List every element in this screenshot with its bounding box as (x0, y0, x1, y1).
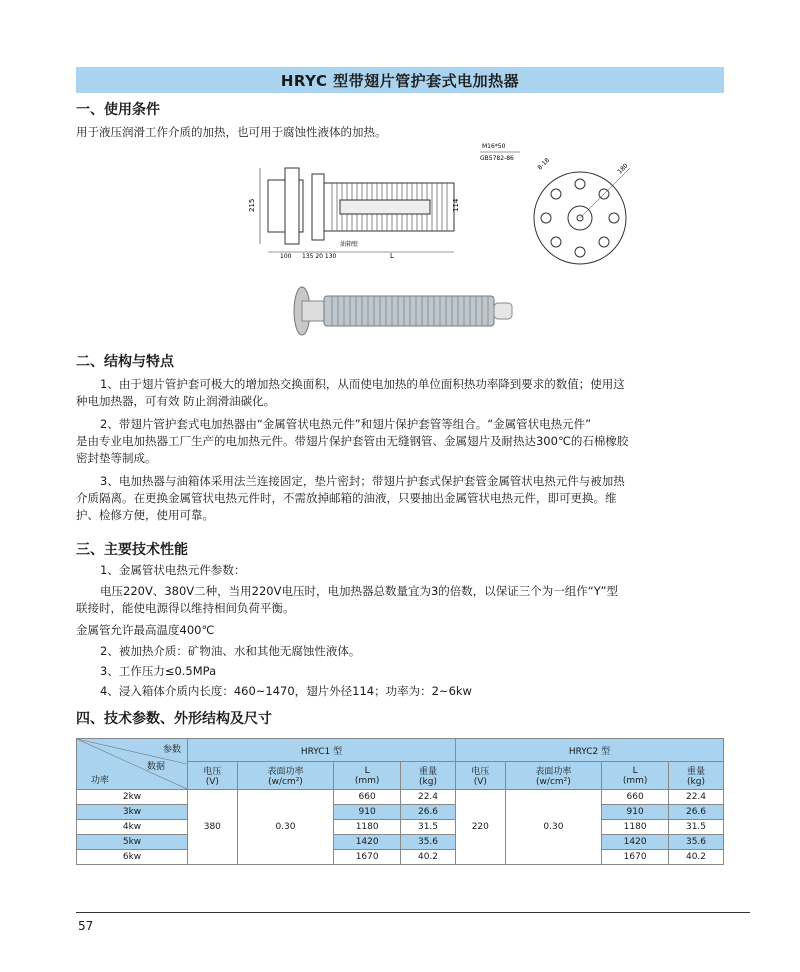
flange-view-drawing (480, 140, 650, 270)
table-cell: 40.2 (401, 850, 456, 865)
corner-params: 参数 (162, 745, 181, 755)
table-cell: 35.6 (401, 835, 456, 850)
table-cell: 1180 (602, 820, 669, 835)
dim-mid: 135 20 130 (302, 253, 337, 260)
table-row-power: 6kw (77, 850, 188, 865)
col-L-1: L (mm) (334, 762, 401, 790)
table-cell: 910 (334, 805, 401, 820)
dia-small: 8-18 (536, 156, 552, 172)
section4-heading: 四、技术参数、外形结构及尺寸 (76, 711, 272, 727)
table-cell: 26.6 (668, 805, 723, 820)
table-row-power: 2kw (77, 790, 188, 805)
dia-180: 180 (616, 162, 630, 176)
col-L-2: L (mm) (602, 762, 669, 790)
col-voltage-1: 电压 (V) (188, 762, 238, 790)
m-label: M16*50 (482, 143, 506, 150)
corner-power: 功率 (91, 776, 110, 786)
section3-l7: 4、浸入箱体介质内长度：460~1470，翅片外径114；功率为：2~6kw (100, 684, 472, 698)
dim-114: 114 (452, 198, 460, 212)
product-photo (280, 283, 520, 339)
table-cell: 35.6 (668, 835, 723, 850)
table-cell: 1180 (334, 820, 401, 835)
table-cell: 31.5 (668, 820, 723, 835)
dim-215: 215 (248, 198, 256, 212)
section3-l3: 联接时，能使电源得以维持相间负荷平衡。 (76, 601, 295, 615)
section3-l1: 1、金属管状电热元件参数： (100, 563, 246, 577)
table-cell: 26.6 (401, 805, 456, 820)
section2-p1b: 种电加热器，可有效 防止润滑油碳化。 (76, 394, 276, 408)
section2-p2b: 是由专业电加热器工厂生产的电加热元件。带翅片保护套管由无缝钢管、金属翅片及耐热达300℃的石棉橡胶 (76, 434, 629, 448)
gb-label: GB5782-86 (480, 155, 514, 162)
footer-divider (76, 912, 750, 913)
group-hryc1: HRYC1 型 (188, 739, 456, 762)
section3-l5: 2、被加热介质：矿物油、水和其他无腐蚀性液体。 (100, 644, 361, 658)
section1-text: 用于液压润滑工作介质的加热，也可用于腐蚀性液体的加热。 (76, 125, 387, 139)
dim-L: L (390, 252, 394, 260)
side-view-drawing (240, 140, 470, 260)
col-weight-1: 重量 (kg) (401, 762, 456, 790)
col-power-2: 表面功率 (w/cm²) (505, 762, 602, 790)
page-title (76, 67, 724, 93)
table-cell: 910 (602, 805, 669, 820)
section2-p3b: 介质隔离。在更换金属管状电热元件时，不需放掉邮箱的油液，只要抽出金属管状电热元件，即可更换。维 (76, 491, 617, 505)
section1-heading: 一、使用条件 (76, 102, 160, 118)
table-cell: 22.4 (401, 790, 456, 805)
surface-power-2: 0.30 (505, 790, 602, 865)
voltage-220: 220 (455, 790, 505, 865)
title-text: HRYC 型带翅片管护套式电加热器 (280, 71, 520, 90)
col-weight-2: 重量 (kg) (668, 762, 723, 790)
table-cell: 40.2 (668, 850, 723, 865)
table-cell: 660 (602, 790, 669, 805)
table-cell: 660 (334, 790, 401, 805)
table-cell: 1670 (334, 850, 401, 865)
section2-p2c: 密封垫等制成。 (76, 451, 157, 465)
section2-p2a: 2、带翅片管护套式电加热器由“金属管状电热元件”和翅片保护套管等组合。“金属管状电热元件” (100, 417, 592, 431)
corner-data: 数据 (146, 762, 165, 772)
section2-p3a: 3、电加热器与油箱体采用法兰连接固定，垫片密封；带翅片护套式保护套管金属管状电热元件与被加热 (100, 474, 625, 488)
table-cell: 1670 (602, 850, 669, 865)
col-power-1: 表面功率 (w/cm²) (237, 762, 334, 790)
table-cell: 1420 (334, 835, 401, 850)
col-voltage-2: 电压 (V) (455, 762, 505, 790)
table-row-power: 3kw (77, 805, 188, 820)
group-hryc2: HRYC2 型 (455, 739, 723, 762)
table-cell: 31.5 (401, 820, 456, 835)
oil-tank-label: 油箱壁 (340, 241, 359, 248)
section3-heading: 三、主要技术性能 (76, 542, 188, 558)
section2-heading: 二、结构与特点 (76, 354, 174, 370)
surface-power-1: 0.30 (237, 790, 334, 865)
page-number: 57 (78, 919, 94, 933)
section3-l6: 3、工作压力≤0.5MPa (100, 664, 217, 678)
spec-table (76, 738, 724, 865)
dim-100: 100 (280, 253, 292, 260)
section3-l4: 金属管允许最高温度400℃ (76, 623, 215, 637)
table-row-power: 4kw (77, 820, 188, 835)
corner-cell (77, 739, 188, 790)
table-cell: 22.4 (668, 790, 723, 805)
table-row-power: 5kw (77, 835, 188, 850)
section2-p3c: 护、检修方便，使用可靠。 (76, 508, 214, 522)
section2-p1a: 1、由于翅片管护套可极大的增加热交换面积，从而使电加热的单位面积热功率降到要求的数值；使用这 (100, 377, 625, 391)
table-cell: 1420 (602, 835, 669, 850)
voltage-380: 380 (188, 790, 238, 865)
section3-l2: 电压220V、380V二种，当用220V电压时，电加热器总数量宜为3的倍数，以保证三个为一组作“Y”型 (100, 584, 619, 598)
